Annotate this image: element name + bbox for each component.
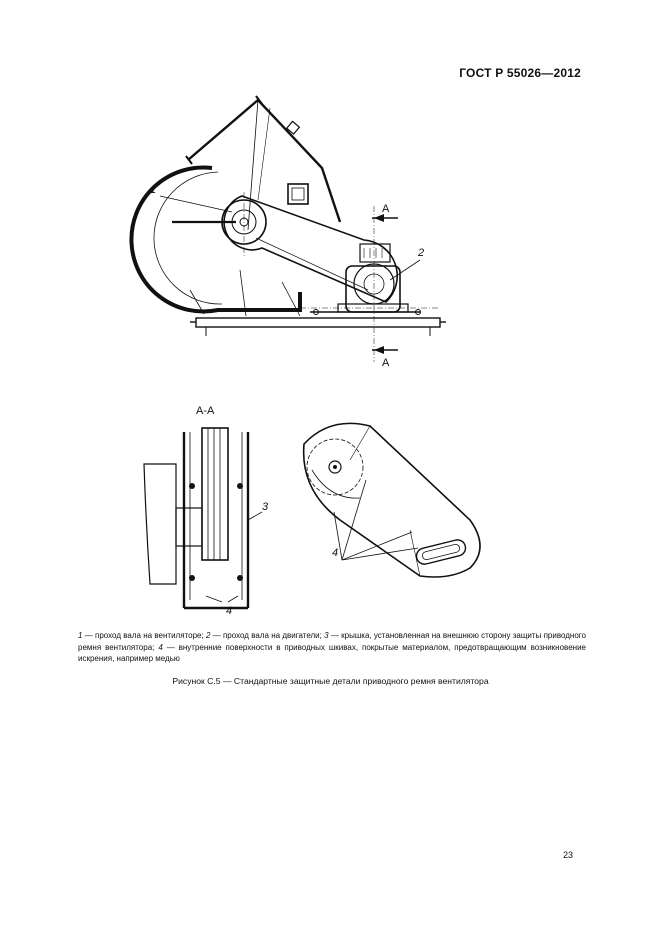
legend-num-3: 3 [324,631,329,640]
section-view-drawing [144,428,262,608]
legend-num-2: 2 [205,631,211,640]
fan-housing-scroll [131,167,300,311]
iso-guard-outline [304,423,480,577]
legend-text-1: — проход вала на вентиляторе; [82,631,206,640]
legend-num-1: 1 [78,631,83,640]
fan-assembly-drawing [131,96,446,362]
section-pulley [202,428,228,560]
base-frame [196,318,440,327]
section-mark-bottom: А [382,357,390,369]
figure-caption: Рисунок С.5 — Стандартные защитные детали приводного ремня вентилятора [172,676,489,686]
callout-4-section: 4 [226,605,233,617]
section-mark-top: А [382,203,390,215]
legend-text-4: — внутренние поверхности в приводных шкивах, покрытые материалом, предотвращающим возникновение искрения, например медью [78,642,586,663]
section-title: А-А [196,405,215,417]
standard-code: ГОСТ Р 55026—2012 [459,66,581,80]
callout-4-iso: 4 [332,547,339,559]
legend-text-2: — проход вала на двигатели; [210,631,325,640]
legend-num-4: 4 [158,642,163,652]
callout-3: 3 [262,501,269,513]
legend-text-3: — крышка, установленная на внешнюю сторону защиты приводного ремня вентилятора; [78,631,586,652]
callout-2: 2 [418,247,425,259]
figure-legend [78,630,586,665]
isometric-guard-drawing [304,423,480,577]
callout-1: 1 [150,184,157,196]
page-number: 23 [562,850,573,860]
